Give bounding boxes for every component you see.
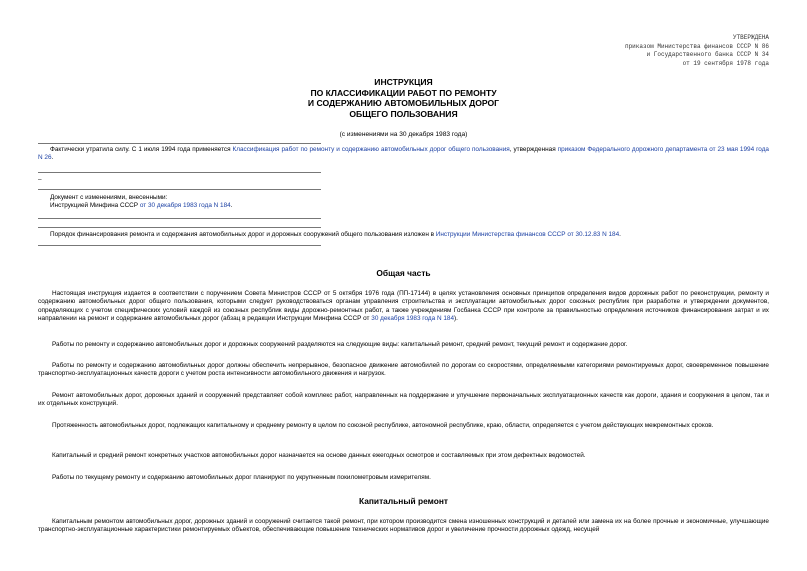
document-title: [38, 77, 769, 119]
divider: [38, 143, 321, 144]
classification-1994-link[interactable]: Классификация работ по ремонту и содержанию автомобильных дорог общего пользования: [232, 146, 510, 153]
paragraph: Ремонт автомобильных дорог, дорожных зданий и сооружений представляет собой комплекс работ, направленных на поддержание и улучшение первоначальных эксплуатационных качеств как дороги, здания и сооружения в целом, так и их отдельных конструкций.: [38, 392, 769, 408]
paragraph: Настоящая инструкция издается в соответствии с поручением Совета Министров СССР от 5 октября 1976 года (ПП-17144) в целях установления основных принципов определения видов дорожных работ по реконструкции, ремонту и содержанию автомобильных дорог общего пользования, которыми следует руководствоваться органам управления строительства и эксплуатации автомобильных дорог союзных республик при разработке и утверждении документов, определяющих с учетом специфических условий каждой из союзных республик виды дорожно-ремонтных работ, а также учреждениям Госбанка СССР при контроле за правильностью определения источников финансирования затрат и их направлении на ремонт и содержание автомобильных дорог (абзац в редакции Инструкции Минфина СССР от 30 декабря 1983 года N 184).: [38, 290, 769, 322]
paragraph: Работы по текущему ремонту и содержанию автомобильных дорог планируют по укрупненным покилометровым измерителям.: [52, 474, 431, 481]
instruction-minfin-link[interactable]: Инструкции Министерства финансов СССР от 30.12.83 N 184: [435, 231, 620, 238]
divider: [38, 172, 321, 173]
divider: [38, 227, 321, 228]
paragraph: Работы по ремонту и содержанию автомобильных дорог и дорожных сооружений разделяются на следующие виды: капитальный ремонт, средний ремонт, текущий ремонт и содержание дорог.: [52, 341, 628, 348]
approval-line: и Государственного банка СССР N 34: [646, 51, 769, 58]
title-line: ОБЩЕГО ПОЛЬЗОВАНИЯ: [349, 108, 458, 119]
approval-line: приказом Министерства финансов СССР N 86: [624, 42, 769, 50]
paragraph: Протяженность автомобильных дорог, подлежащих капитальному и среднему ремонту в целом по союзной республике, автономной республике, краю, области, определяется с учетом действующих межремонтных сроков.: [52, 422, 714, 429]
divider: [38, 245, 321, 246]
changes-note: Документ с изменениями, внесенными: Инструкцией Минфина СССР от 30 декабря 1983 года N 184.: [50, 194, 233, 210]
approval-line: от 19 сентября 1978 года: [682, 59, 769, 67]
lost-force-note: Фактически утратила силу. С 1 июля 1994 года применяется Классификация работ по ремонту и содержанию автомобильных дорог общего пользования, утвержденная приказом Федерального дорожного департамента от 23 мая 1994 года N 26.: [38, 146, 769, 162]
approval-line: УТВЕРЖДЕНА: [732, 34, 769, 41]
paragraph: Капитальный и средний ремонт конкретных участков автомобильных дорог назначается на основе данных ежегодных осмотров и составляемых при этом дефектных ведомостей.: [52, 452, 586, 459]
document-subtitle: (с изменениями на 30 декабря 1983 года): [339, 131, 468, 138]
title-line: И СОДЕРЖАНИЮ АВТОМОБИЛЬНЫХ ДОРОГ: [307, 98, 500, 108]
divider: [38, 218, 321, 219]
section-heading-capital: Капитальный ремонт: [358, 496, 449, 506]
order-26-link[interactable]: приказом Федерального дорожного департамента от 23 мая 1994 года N 26: [38, 146, 769, 162]
financing-note: Порядок финансирования ремонта и содержания автомобильных дорог и дорожных сооружений общего пользования изложен в Инструкции Министерства финансов СССР от 30.12.83 N 184.: [50, 231, 621, 238]
section-heading-general: Общая часть: [376, 268, 431, 278]
paragraph: Капитальным ремонтом автомобильных дорог, дорожных зданий и сооружений считается такой ремонт, при котором производится смена изношенных конструкций и деталей или замена их на более прочные и экономичные, улучшающие транспортно-эксплуатационные характеристики ремонтируемых объектов, обеспечивающие повышение технических нормативов дорог и увеличение прочности дорожных одежд, несущей: [38, 518, 769, 534]
divider: [38, 189, 321, 190]
instruction-184-link[interactable]: 30 декабря 1983 года N 184: [371, 314, 455, 322]
title-line: ПО КЛАССИФИКАЦИИ РАБОТ ПО РЕМОНТУ: [310, 87, 497, 98]
paragraph: Работы по ремонту и содержанию автомобильных дорог должны обеспечить непрерывное, безопасное движение автомобилей по дорогам со скоростями, определяемыми категориями ремонтируемых дорог, своевременное повышение транспортно-эксплуатационных качеств дороги с учетом роста интенсивности автомобильного движения и нагрузок.: [38, 362, 769, 378]
instruction-184-link[interactable]: от 30 декабря 1983 года N 184: [139, 202, 231, 210]
approval-stamp: [509, 34, 769, 68]
title-line: ИНСТРУКЦИЯ: [374, 77, 433, 87]
dash-note: –: [38, 176, 42, 183]
